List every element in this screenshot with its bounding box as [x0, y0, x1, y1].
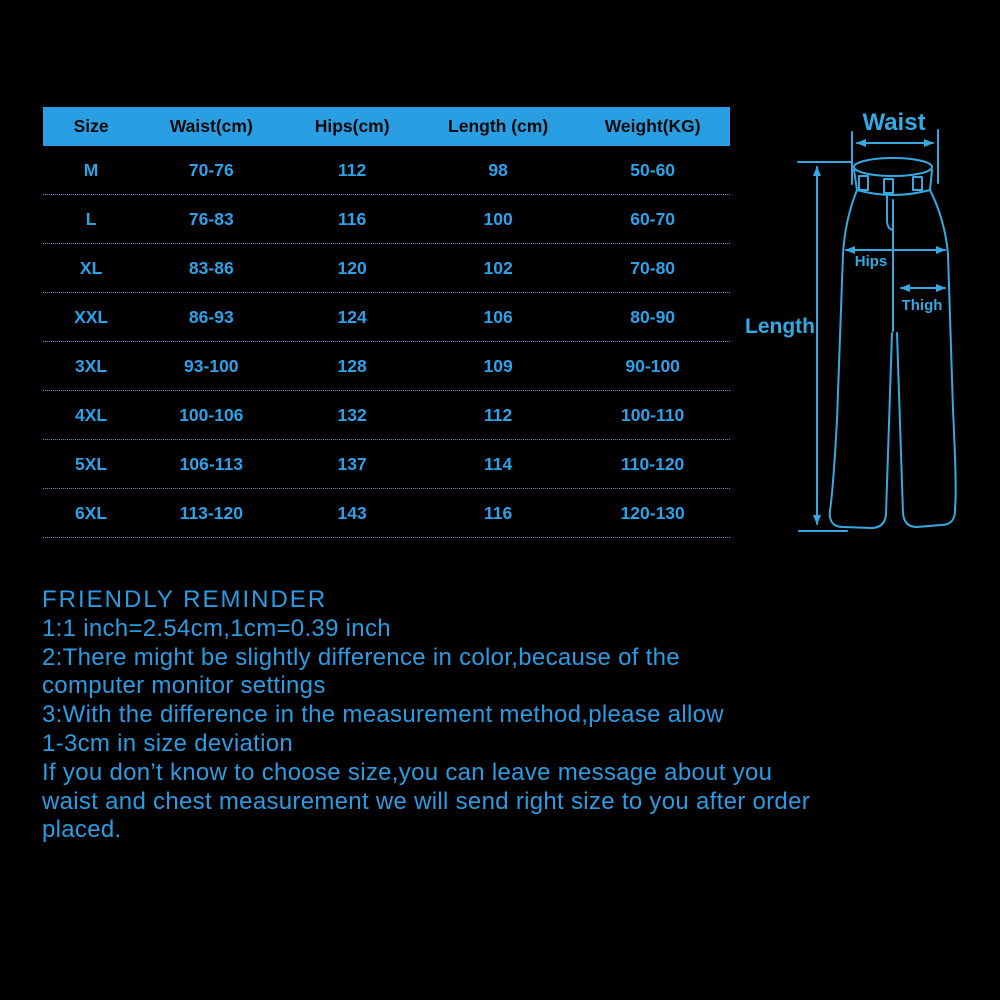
cell-waist: 70-76: [188, 159, 234, 180]
cell-hips: 132: [337, 404, 367, 425]
cell-hips: 116: [338, 208, 367, 229]
col-header-length: Length (cm): [448, 116, 549, 136]
waistband-opening: [854, 158, 932, 176]
cell-weight: 70-80: [630, 257, 676, 278]
cell-hips: 137: [337, 453, 367, 474]
belt-loop-icon: [884, 179, 893, 193]
thigh-label: Thigh: [901, 297, 943, 314]
reminder-line: placed.: [42, 816, 122, 844]
cell-size: 4XL: [75, 404, 108, 425]
size-row-6xl: [43, 489, 730, 538]
cell-hips: 143: [337, 502, 367, 523]
size-row-3xl: [43, 342, 730, 391]
size-row-4xl: [43, 391, 730, 440]
cell-length: 109: [483, 355, 513, 376]
reminder-title: FRIENDLY REMINDER: [42, 586, 328, 613]
cell-length: 98: [488, 159, 508, 180]
cell-length: 114: [483, 453, 513, 474]
cell-waist: 83-86: [188, 257, 234, 278]
cell-weight: 50-60: [630, 159, 676, 180]
cell-weight: 80-90: [630, 306, 676, 327]
size-row-5xl: [43, 440, 730, 489]
cell-hips: 120: [337, 257, 367, 278]
cell-waist: 76-83: [188, 208, 234, 229]
cell-size: M: [83, 159, 99, 180]
cell-waist: 93-100: [184, 355, 239, 376]
cell-waist: 106-113: [179, 453, 243, 474]
size-row-xxl: [43, 293, 730, 342]
right-leg-outline: [897, 190, 956, 527]
col-header-size: Size: [73, 116, 109, 136]
belt-loop-icon: [913, 177, 922, 190]
size-table-header-row: [43, 107, 730, 146]
cell-weight: 110-120: [621, 453, 685, 474]
reminder-line: 1:1 inch=2.54cm,1cm=0.39 inch: [42, 614, 391, 642]
cell-hips: 128: [337, 355, 367, 376]
reminder-line: 1-3cm in size deviation: [42, 729, 294, 757]
hips-label: Hips: [854, 253, 888, 270]
size-row-m: [43, 146, 730, 195]
cell-length: 116: [483, 502, 513, 523]
cell-length: 100: [483, 208, 513, 229]
cell-size: XXL: [74, 306, 109, 327]
reminder-line: 2:There might be slightly difference in color,because of the: [42, 643, 680, 671]
cell-waist: 100-106: [179, 404, 244, 425]
cell-weight: 90-100: [625, 355, 680, 376]
col-header-weight: Weight(KG): [604, 116, 701, 136]
left-leg-outline: [830, 190, 892, 528]
cell-weight: 60-70: [630, 208, 676, 229]
cell-waist: 113-120: [179, 502, 243, 523]
reminder-section: [42, 586, 972, 845]
reminder-line: waist and chest measurement we will send right size to you after order: [42, 787, 811, 815]
cell-size: 6XL: [75, 502, 108, 523]
reminder-line: If you don’t know to choose size,you can leave message about you: [42, 758, 773, 786]
col-header-waist: Waist(cm): [169, 116, 253, 136]
waist-label: Waist: [862, 109, 926, 136]
belt-loop-icon: [859, 176, 868, 190]
col-header-hips: Hips(cm): [314, 116, 390, 136]
cell-weight: 120-130: [620, 502, 685, 523]
cell-length: 106: [483, 306, 513, 327]
cell-length: 102: [483, 257, 513, 278]
size-table: [43, 107, 730, 538]
cell-hips: 124: [337, 306, 367, 327]
length-label: Length: [745, 315, 815, 338]
cell-size: XL: [79, 257, 103, 278]
cell-length: 112: [483, 404, 513, 425]
cell-weight: 100-110: [621, 404, 685, 425]
cell-waist: 86-93: [188, 306, 234, 327]
pants-diagram: [730, 95, 1000, 565]
reminder-line: 3:With the difference in the measurement method,please allow: [42, 701, 724, 729]
size-row-xl: [43, 244, 730, 293]
cell-size: 3XL: [75, 355, 108, 376]
reminder-line: computer monitor settings: [42, 672, 326, 700]
cell-hips: 112: [338, 159, 367, 180]
cell-size: L: [85, 208, 97, 229]
cell-size: 5XL: [75, 453, 108, 474]
size-row-l: [43, 195, 730, 244]
